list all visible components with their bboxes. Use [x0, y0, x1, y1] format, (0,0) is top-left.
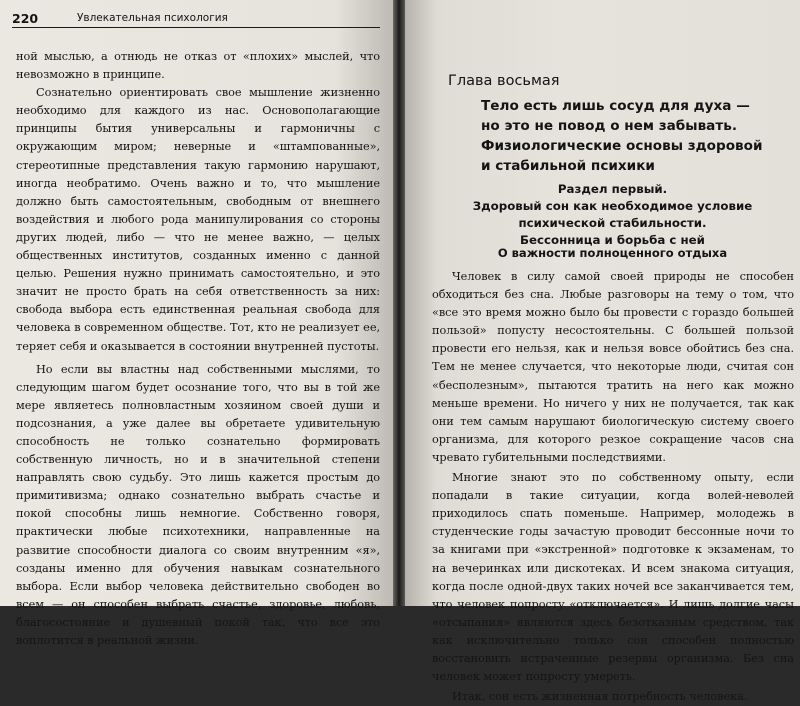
- chapter-label: Глава восьмая: [448, 73, 560, 89]
- section-title: [425, 181, 800, 249]
- paragraph: Но если вы властны над собственными мыслями, то следующим шагом будет осознание того, что вы в той же мере являетесь полновластным хозяином своей души и подсознания, а уже далее вы обретаете удивительную способность не только сознательно формировать собственную личность, но и в значительной степени направлять свою судьбу. Это лишь кажется простым до примитивизма; однако сознательно выбрать счастье и покой способны лишь немногие. Собственно говоря, практически любые психотехники, направленные на развитие способности диалога со своим внутренним «я», созданы именно для обучения навыкам сознательного выбора. Если выбор человека действительно свободен во всем — он способен выбрать счастье, здоровье, любовь, благосостояние и душевный покой так, что все это воплотится в реальной жизни.: [16, 362, 380, 647]
- chapter-title: [481, 96, 781, 176]
- chapter-title-line: Физиологические основы здоровой: [481, 138, 763, 154]
- chapter-title-line: но это не повод о нем забывать.: [481, 118, 737, 134]
- paragraph: Итак, сон есть жизненная потребность человека.: [452, 690, 748, 704]
- section-title-line: Раздел первый.: [557, 182, 668, 196]
- subheading: О важности полноценного отдыха: [497, 246, 728, 260]
- section-title-line: Бессонница и борьба с ней: [520, 233, 705, 247]
- running-head: Увлекательная психология: [77, 12, 228, 24]
- left-body-text: [16, 48, 380, 650]
- paragraph: Многие знают это по собственному опыту, если попадали в такие ситуации, когда волей-неволей приходилось спать поменьше. Например, молодежь в студенческие годы зачастую проводит бессонные ночи то за книгами при «экстренной» подготовке к экзаменам, то на вечеринках или дискотеках. И всем знакома ситуация, когда после одной-двух таких ночей все заканчивается тем, что человек попросту «отключается». И лишь долгие часы «отсыпания» являются здесь безотказным средством, так как исключительно только сон способен полностью восстановить истраченные резервы организма. Без сна человек может попросту умереть.: [432, 471, 794, 684]
- chapter-title-line: и стабильной психики: [481, 158, 655, 174]
- paragraph: Сознательно ориентировать свое мышление жизненно необходимо для каждого из нас. Основополагающие принципы бытия универсальны и гармоничны с окружающим миром; неверные и «штампованные», стереотипные представления такую гармонию нарушают, иногда необратимо. Очень важно и то, что мышление должно быть самостоятельным, свободным от внешнего воздействия и любого рода манипулирования со стороны других людей, либо — что не менее важно, — целых общественных институтов, созданных именно с данной целью. Решения нужно принимать самостоятельно, и это значит не просто брать на себя ответственность за них: свобода выбора есть единственная реальная свобода для человека в современном обществе. Тот, кто не реализует ее, теряет себя и оказывается в состоянии внутренней пустоты.: [16, 86, 380, 353]
- book-gutter: [393, 0, 405, 606]
- paragraph: ной мыслью, а отнюдь не отказ от «плохих» мыслей, что невозможно в принципе.: [16, 50, 380, 82]
- chapter-title-line: Тело есть лишь сосуд для духа —: [481, 98, 750, 114]
- page-header: [12, 11, 380, 28]
- paragraph: Человек в силу самой своей природы не способен обходиться без сна. Любые разговоры на тему о том, что «все это время можно было бы провести с гораздо большей пользой» попусту несостоятельны. С большей пользой провести его нельзя, как и нельзя вовсе обойтись без сна. Тем не менее случается, что некоторые люди, считая сон «бесполезным», пытаются тратить на него как можно меньше времени. Но ничего у них не получается, так как они тем самым нарушают биологическую систему своего организма, для которого резкое сокращение часов сна чревато губительными последствиями.: [432, 270, 794, 464]
- section-title-line: психической стабильности.: [518, 216, 707, 230]
- page-number: 220: [12, 11, 39, 26]
- left-page: [0, 0, 393, 647]
- section-title-line: Здоровый сон как необходимое условие: [472, 199, 753, 213]
- right-body-text: [432, 268, 794, 706]
- right-page: [405, 0, 800, 704]
